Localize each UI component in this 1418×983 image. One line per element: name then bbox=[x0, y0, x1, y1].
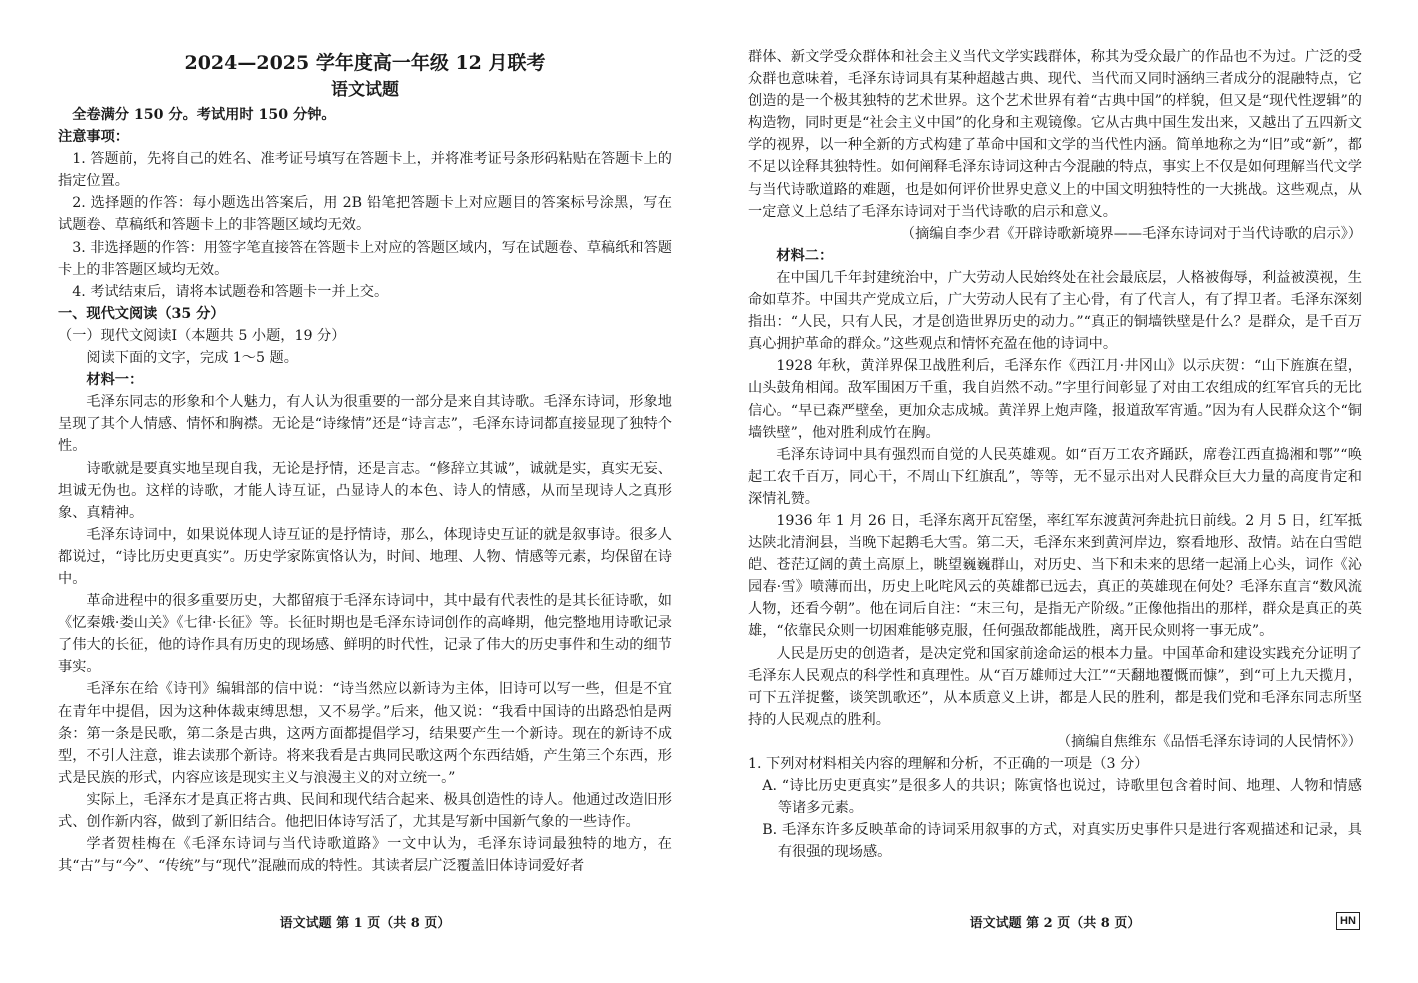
paragraph: 1928 年秋，黄洋界保卫战胜利后，毛泽东作《西江月·井冈山》以示庆贺：“山下旌旗在望，山头鼓角相闻。敌军围困万千重，我自岿然不动。”字里行间彰显了对由工农组成的红军官兵的无比信心。“早已森严壁垒，更加众志成城。黄洋界上炮声隆，报道敌军宵遁。”因为有人民群众这个“铜墙铁壁”，他对胜利成竹在胸。 bbox=[748, 358, 1362, 441]
material-label: 材料一： bbox=[86, 372, 144, 389]
paragraph: 诗歌就是要真实地呈现自我，无论是抒情，还是言志。“修辞立其诚”，诚就是实，真实无妄、坦诚无伪也。这样的诗歌，才能人诗互证，凸显诗人的本色、诗人的情感，从而呈现诗人之真形象、真精神。 bbox=[58, 460, 672, 521]
paragraph: 实际上，毛泽东才是真正将古典、民间和现代结合起来、极具创造性的诗人。他通过改造旧形式、创作新内容，做到了新旧结合。他把旧体诗写活了，尤其是写新中国新气象的一些诗作。 bbox=[58, 791, 672, 830]
paragraph: 毛泽东在给《诗刊》编辑部的信中说：“诗当然应以新诗为主体，旧诗可以写一些，但是不宜在青年中提倡，因为这种体裁束缚思想，又不易学。”后来，他又说：“我看中国诗的出路恐怕是两条：第一条是民歌，第二条是古典，这两方面都提倡学习，结果要产生一个新诗。现在的新诗不成型，不引人注意，谁去读那个新诗。将来我看是古典同民歌这两个东西结婚，产生第三个东西，形式是民族的形式，内容应该是现实主义与浪漫主义的对立统一。” bbox=[58, 681, 672, 786]
page-footer: 语文试题 第 2 页（共 8 页） bbox=[969, 916, 1141, 931]
notice-item: 1. 答题前，先将自己的姓名、准考证号填写在答题卡上，并将准考证号条形码粘贴在答题卡上的指定位置。 bbox=[58, 151, 672, 190]
paragraph: 毛泽东诗词中，如果说体现人诗互证的是抒情诗，那么，体现诗史互证的就是叙事诗。很多人都说过，“诗比历史更真实”。历史学家陈寅恪认为，时间、地理、人物、情感等元素，均保留在诗中。 bbox=[58, 526, 672, 587]
notice-item: 2. 选择题的作答：每小题选出答案后，用 2B 铅笔把答题卡上对应题目的答案标号涂黑，写在试题卷、草稿纸和答题卡上的非答题区域均无效。 bbox=[58, 195, 672, 234]
paragraph: 在中国几千年封建统治中，广大劳动人民始终处在社会最底层，人格被侮辱，利益被漠视，生命如草芥。中国共产党成立后，广大劳动人民有了主心骨，有了代言人，有了捍卫者。毛泽东深刻指出：“人民，只有人民，才是创造世界历史的动力。”“真正的铜墙铁壁是什么？是群众，是千百万真心拥护革命的群众。”这些观点和情怀充盈在他的诗词中。 bbox=[748, 269, 1362, 353]
region-badge: HN bbox=[1336, 912, 1360, 930]
exam-title: 2024—2025 学年度高一年级 12 月联考 bbox=[184, 52, 546, 74]
right-body bbox=[748, 0, 1362, 863]
source-citation: （摘编自李少君《开辟诗歌新境界——毛泽东诗词对于当代诗歌的启示》） bbox=[900, 225, 1362, 242]
question-option-a: A. “诗比历史更真实”是很多人的共识；陈寅恪也说过，诗歌里包含着时间、地理、人物和情感等诸多元素。 bbox=[762, 778, 1362, 817]
paragraph: 1936 年 1 月 26 日，毛泽东离开瓦窑堡，率红军东渡黄河奔赴抗日前线。2 月 5 日，红军抵达陕北清涧县，当晚下起鹅毛大雪。第二天，毛泽东来到黄河岸边，察看地形、敌情。站在白雪皑皑、苍茫辽阔的黄土高原上，眺望巍巍群山，对历史、当下和未来的思绪一起涌上心头，词作《沁园春·雪》喷薄而出，历史上叱咤风云的英雄都已远去，真正的英雄现在何处？毛泽东直言“数风流人物，还看今朝”。他在词后自注：“末三句，是指无产阶级。”正像他指出的那样，群众是真正的英雄，“依靠民众则一切困难能够克服，任何强敌都能战胜，离开民众则将一事无成”。 bbox=[748, 512, 1362, 640]
exam-subtitle: 语文试题 bbox=[331, 80, 399, 100]
page-right bbox=[748, 0, 1362, 983]
score-line: 全卷满分 150 分。考试用时 150 分钟。 bbox=[72, 107, 336, 123]
paragraph: 革命进程中的很多重要历史，大都留痕于毛泽东诗词中，其中最有代表性的是其长征诗歌，如《忆秦娥·娄山关》《七律·长征》等。长征时期也是毛泽东诗词创作的高峰期，他完整地用诗歌记录了伟大的长征，他的诗作具有历史的现场感、鲜明的时代性，记录了伟大的历史事件和生动的细节事实。 bbox=[58, 593, 672, 676]
notice-heading: 注意事项： bbox=[58, 129, 129, 146]
paragraph: 毛泽东诗词中具有强烈而自觉的人民英雄观。如“百万工农齐踊跃，席卷江西直捣湘和鄂”“唤起工农千百万，同心干，不周山下红旗乱”，等等，无不显示出对人民群众巨大力量的高度肯定和深情礼赞。 bbox=[748, 446, 1362, 507]
subsection-heading: （一）现代文阅读Ⅰ（本题共 5 小题，19 分） bbox=[58, 327, 346, 344]
question-stem: 1. 下列对材料相关内容的理解和分析，不正确的一项是（3 分） bbox=[748, 756, 1149, 772]
source-citation: （摘编自焦维东《品悟毛泽东诗词的人民情怀》） bbox=[1056, 733, 1362, 750]
notice-item: 4. 考试结束后，请将本试题卷和答题卡一并上交。 bbox=[72, 283, 389, 300]
instruction: 阅读下面的文字，完成 1～5 题。 bbox=[86, 350, 298, 367]
section-heading: 一、现代文阅读（35 分） bbox=[58, 305, 225, 322]
paragraph: 毛泽东同志的形象和个人魅力，有人认为很重要的一部分是来自其诗歌。毛泽东诗词，形象地呈现了其个人情感、情怀和胸襟。无论是“诗缘情”还是“诗言志”，毛泽东诗词都直接显现了独特个性。 bbox=[58, 394, 672, 455]
page-footer: 语文试题 第 1 页（共 8 页） bbox=[279, 916, 451, 931]
question-option-b: B. 毛泽东许多反映革命的诗词采用叙事的方式，对真实历史事件只是进行客观描述和记录，具有很强的现场感。 bbox=[762, 822, 1362, 861]
page-left bbox=[58, 0, 672, 983]
notice-item: 3. 非选择题的作答：用签字笔直接答在答题卡上对应的答题区域内，写在试题卷、草稿纸和答题卡上的非答题区域均无效。 bbox=[58, 239, 672, 278]
paragraph: 群体、新文学受众群体和社会主义当代文学实践群体，称其为受众最广的作品也不为过。广泛的受众群也意味着，毛泽东诗词具有某种超越古典、现代、当代而又同时涵纳三者成分的混融特点，它创造的是一个极其独特的艺术世界。这个艺术世界有着“古典中国”的样貌，但又是“现代性逻辑”的构造物，同时更是“社会主义中国”的化身和主观镜像。它从古典中国生发出来，又越出了五四新文学的视界，以一种全新的方式构建了革命中国和文学的当代性内涵。简单地称之为“旧”或“新”，都不足以诠释其独特性。如何阐释毛泽东诗词这种古今混融的特点，事实上不仅是如何理解当代文学与当代诗歌道路的难题，也是如何评价世界史意义上的中国文明独特性的一大挑战。这些观点，从一定意义上总结了毛泽东诗词对于当代诗歌的启示和意义。 bbox=[748, 49, 1362, 220]
paragraph: 人民是历史的创造者，是决定党和国家前途命运的根本力量。中国革命和建设实践充分证明了毛泽东人民观点的科学性和真理性。从“百万雄师过大江”“天翻地覆慨而慷”，到“可上九天揽月，可下五洋捉鳖，谈笑凯歌还”，从本质意义上讲，都是人民的胜利，都是我们党和毛泽东同志所坚持的人民观点的胜利。 bbox=[748, 645, 1362, 728]
material-label: 材料二： bbox=[776, 247, 834, 264]
paragraph: 学者贺桂梅在《毛泽东诗词与当代诗歌道路》一文中认为，毛泽东诗词最独特的地方，在其“古”与“今”、“传统”与“现代”混融而成的特性。其读者层广泛覆盖旧体诗词爱好者 bbox=[58, 836, 672, 875]
